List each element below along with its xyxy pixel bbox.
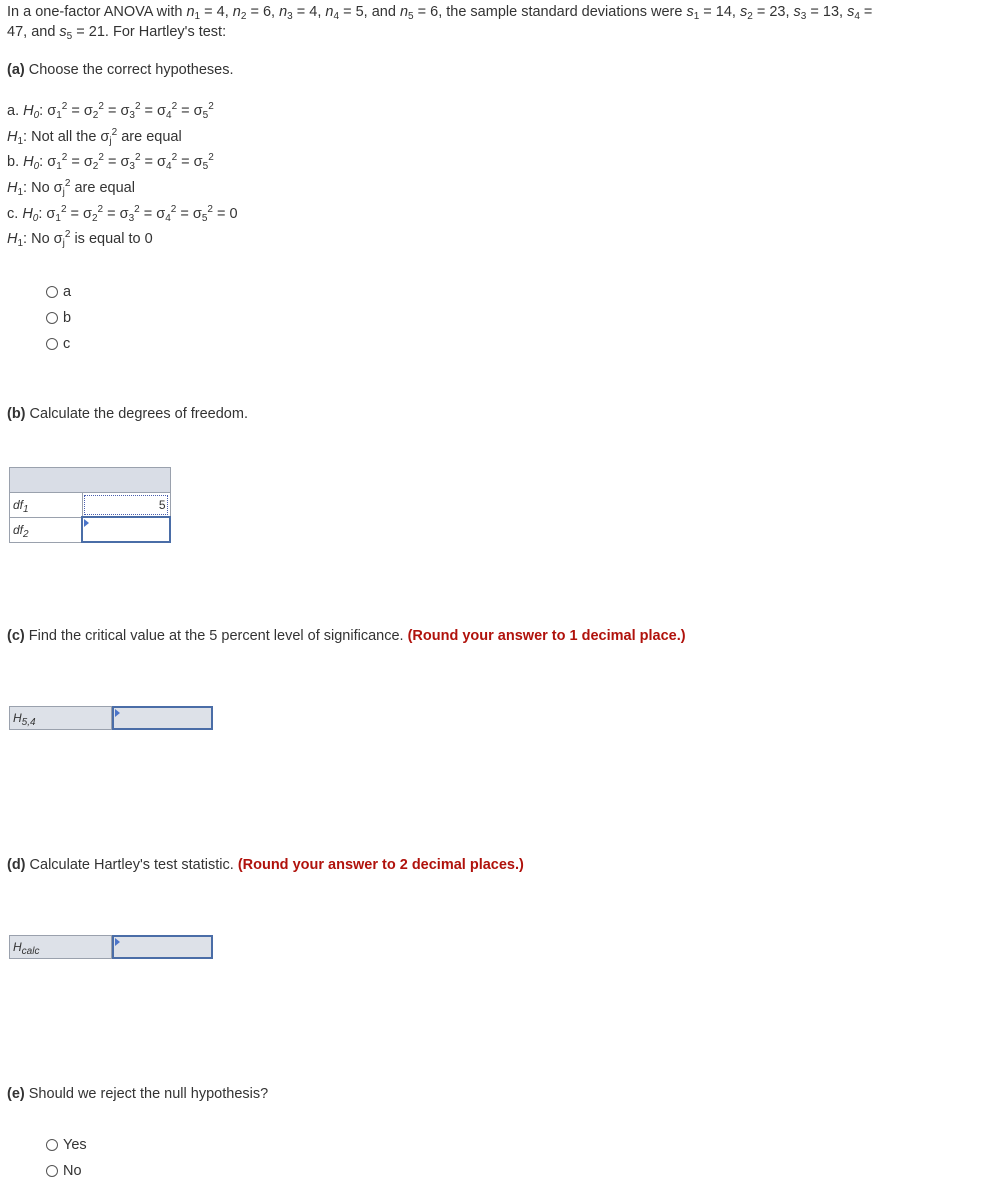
input-cursor-icon xyxy=(84,519,89,527)
option-c-h0: c. $H_0$: $\sigma_1^2 = \sigma_2^2 = \sigma_3^2 = \sigma_4^2 = \sigma_5^2 = 0$ xyxy=(7,204,238,224)
option-a-h1: $H_1$: Not all the $\sigma_j^2$ are equal xyxy=(7,127,182,147)
input-cursor-icon xyxy=(115,709,120,717)
radio-option-a[interactable]: a xyxy=(46,282,71,302)
critical-value-input[interactable] xyxy=(112,706,213,730)
radio-button[interactable] xyxy=(46,312,58,324)
part-b-prompt: (b) Calculate the degrees of freedom. xyxy=(7,406,248,422)
radio-option-c[interactable]: c xyxy=(46,334,70,354)
input-cursor-icon xyxy=(115,938,120,946)
option-b-h0: b. $H_0$: $\sigma_1^2 = \sigma_2^2 = \sigma_3^2 = \sigma_4^2 = \sigma_5^2$ xyxy=(7,152,214,172)
test-statistic-input[interactable] xyxy=(112,935,213,959)
part-c-prompt: (c) Find the critical value at the 5 percent level of significance. (Round your answer to 1 decimal place.) xyxy=(7,628,686,644)
test-statistic-label: $H_{calc}$ xyxy=(9,935,112,959)
radio-option-no[interactable]: No xyxy=(46,1161,82,1181)
test-statistic-row xyxy=(9,935,213,959)
radio-option-b[interactable]: b xyxy=(46,308,71,328)
part-e-prompt: (e) Should we reject the null hypothesis? xyxy=(7,1086,269,1102)
radio-option-yes[interactable]: Yes xyxy=(46,1135,87,1155)
option-a-h0: a. $H_0$: $\sigma_1^2 = \sigma_2^2 = \sigma_3^2 = \sigma_4^2 = \sigma_5^2$ xyxy=(7,101,214,121)
df1-input[interactable]: 5 xyxy=(82,493,170,518)
critical-value-row xyxy=(9,706,213,730)
df1-label: $df_1$ xyxy=(10,493,83,518)
problem-statement: In a one-factor ANOVA with $n_1 = 4$, $n_2 = 6$, $n_3 = 4$, $n_4 = 5$, and $n_5 = 6$, the sample standard deviations were $s_1 = 14$, $s_2 = 23$, $s_3 = 13$, $s_4$ = xyxy=(7,4,873,22)
critical-value-label: $H_{5,4}$ xyxy=(9,706,112,730)
df2-input[interactable] xyxy=(82,517,170,542)
option-b-h1: $H_1$: No $\sigma_j^2$ are equal xyxy=(7,178,135,198)
problem-statement-line2: 47, and $s_5 = 21$. For Hartley's test: xyxy=(7,24,227,42)
df-table-header xyxy=(10,468,171,493)
option-c-h1: $H_1$: No $\sigma_j^2$ is equal to 0 xyxy=(7,229,153,249)
radio-button[interactable] xyxy=(46,1139,58,1151)
radio-button[interactable] xyxy=(46,1165,58,1177)
part-a-prompt: (a) Choose the correct hypotheses. xyxy=(7,62,234,78)
radio-button[interactable] xyxy=(46,286,58,298)
part-d-prompt: (d) Calculate Hartley's test statistic. (Round your answer to 2 decimal places.) xyxy=(7,857,524,873)
radio-button[interactable] xyxy=(46,338,58,350)
df-table xyxy=(9,467,171,543)
df2-label: $df_2$ xyxy=(10,517,83,542)
